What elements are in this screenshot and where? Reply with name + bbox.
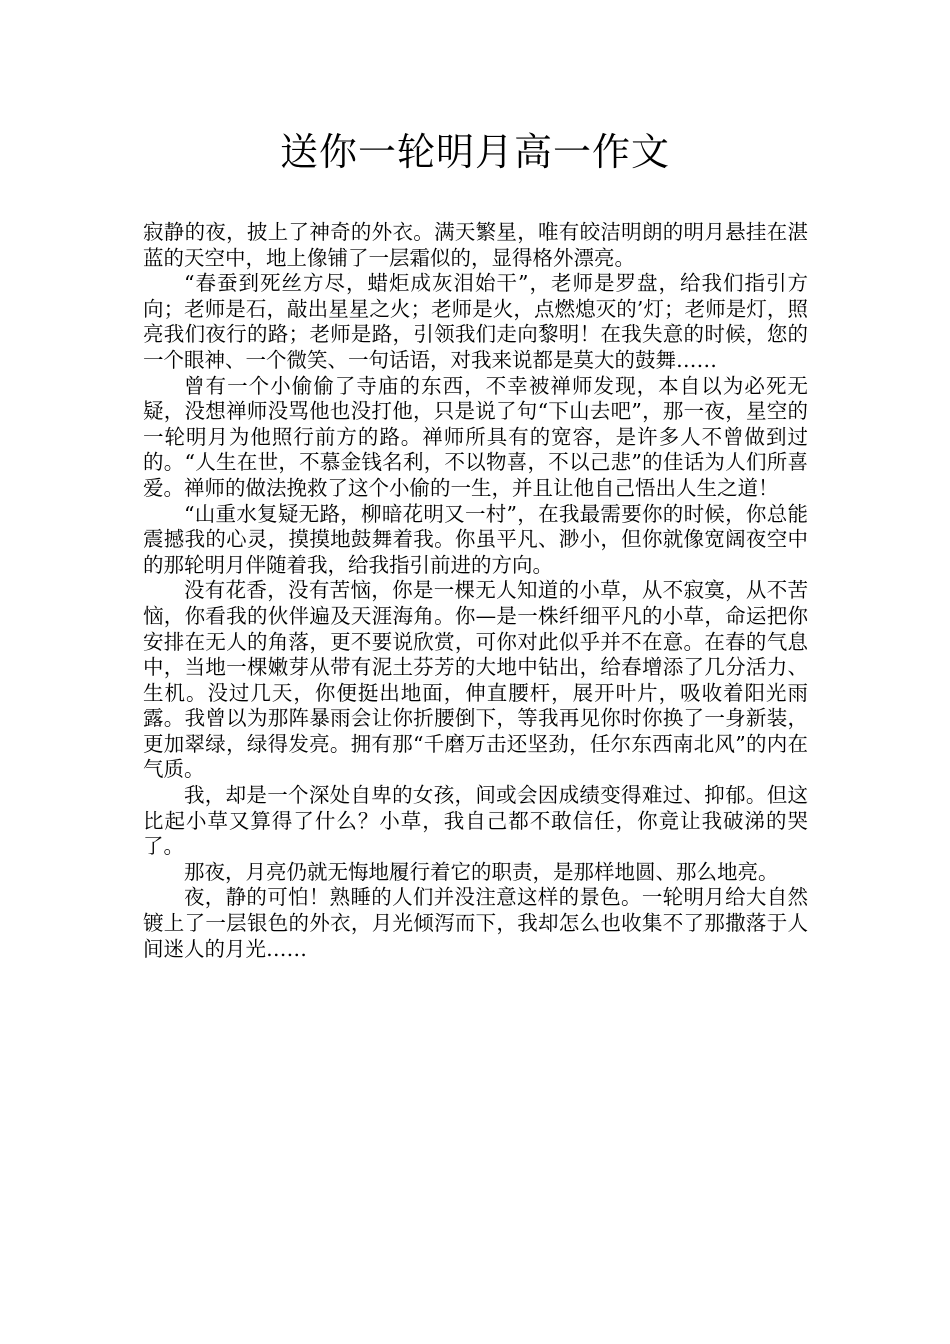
paragraph: 没有花香，没有苦恼，你是一棵无人知道的小草，从不寂寞，从不苦恼，你看我的伙伴遍及天涯海角。你—是一株纤细平凡的小草，命运把你安排在无人的角落，更不要说欣赏，可你对此似乎并不在意。在春的气息中，当地一棵嫩芽从带有泥土芬芳的大地中钻出，给春增添了几分活力、生机。没过几天，你便挺出地面，伸直腰杆，展开叶片，吸收着阳光雨露。我曾以为那阵暴雨会让你折腰倒下，等我再见你时你换了一身新装，更加翠绿，绿得发亮。拥有那“千磨万击还坚劲，任尔东西南北风”的内在气质。 bbox=[143, 578, 808, 782]
paragraph: 曾有一个小偷偷了寺庙的东西，不幸被禅师发现，本自以为必死无疑，没想禅师没骂他也没打他，只是说了句“下山去吧”，那一夜，星空的一轮明月为他照行前方的路。禅师所具有的宽容，是许多人不曾做到过的。“人生在世，不慕金钱名利，不以物喜，不以己悲”的佳话为人们所喜爱。禅师的做法挽救了这个小偷的一生，并且让他自己悟出人生之道！ bbox=[143, 373, 808, 500]
paragraph: 寂静的夜，披上了神奇的外衣。满天繁星，唯有皎洁明朗的明月悬挂在湛蓝的天空中，地上像铺了一层霜似的，显得格外漂亮。 bbox=[143, 220, 808, 270]
paragraph: 我，却是一个深处自卑的女孩，间或会因成绩变得难过、抑郁。但这比起小草又算得了什么？小草，我自己都不敢信任，你竟让我破涕的哭了。 bbox=[143, 783, 808, 859]
document-title: 送你一轮明月高一作文 bbox=[279, 130, 670, 174]
paragraph: 那夜，月亮仍就无悔地履行着它的职责，是那样地圆、那么地亮。 bbox=[184, 859, 779, 884]
paragraph: “春蚕到死丝方尽，蜡炬成灰泪始干”，老师是罗盘，给我们指引方向；老师是石，敲出星星之火；老师是火，点燃熄灭的’灯；老师是灯，照亮我们夜行的路；老师是路，引领我们走向黎明！在我失意的时候，您的一个眼神、一个微笑、一句话语，对我来说都是莫大的鼓舞…… bbox=[143, 271, 808, 372]
paragraph: 夜，静的可怕！熟睡的人们并没注意这样的景色。一轮明月给大自然镀上了一层银色的外衣，月光倾泻而下，我却怎么也收集不了那撒落于人间迷人的月光…… bbox=[143, 885, 808, 961]
paragraph: “山重水复疑无路，柳暗花明又一村”，在我最需要你的时候，你总能震撼我的心灵，摸摸地鼓舞着我。你虽平凡、渺小，但你就像宽阔夜空中的那轮明月伴随着我，给我指引前进的方向。 bbox=[143, 501, 808, 577]
document-body bbox=[143, 220, 808, 962]
